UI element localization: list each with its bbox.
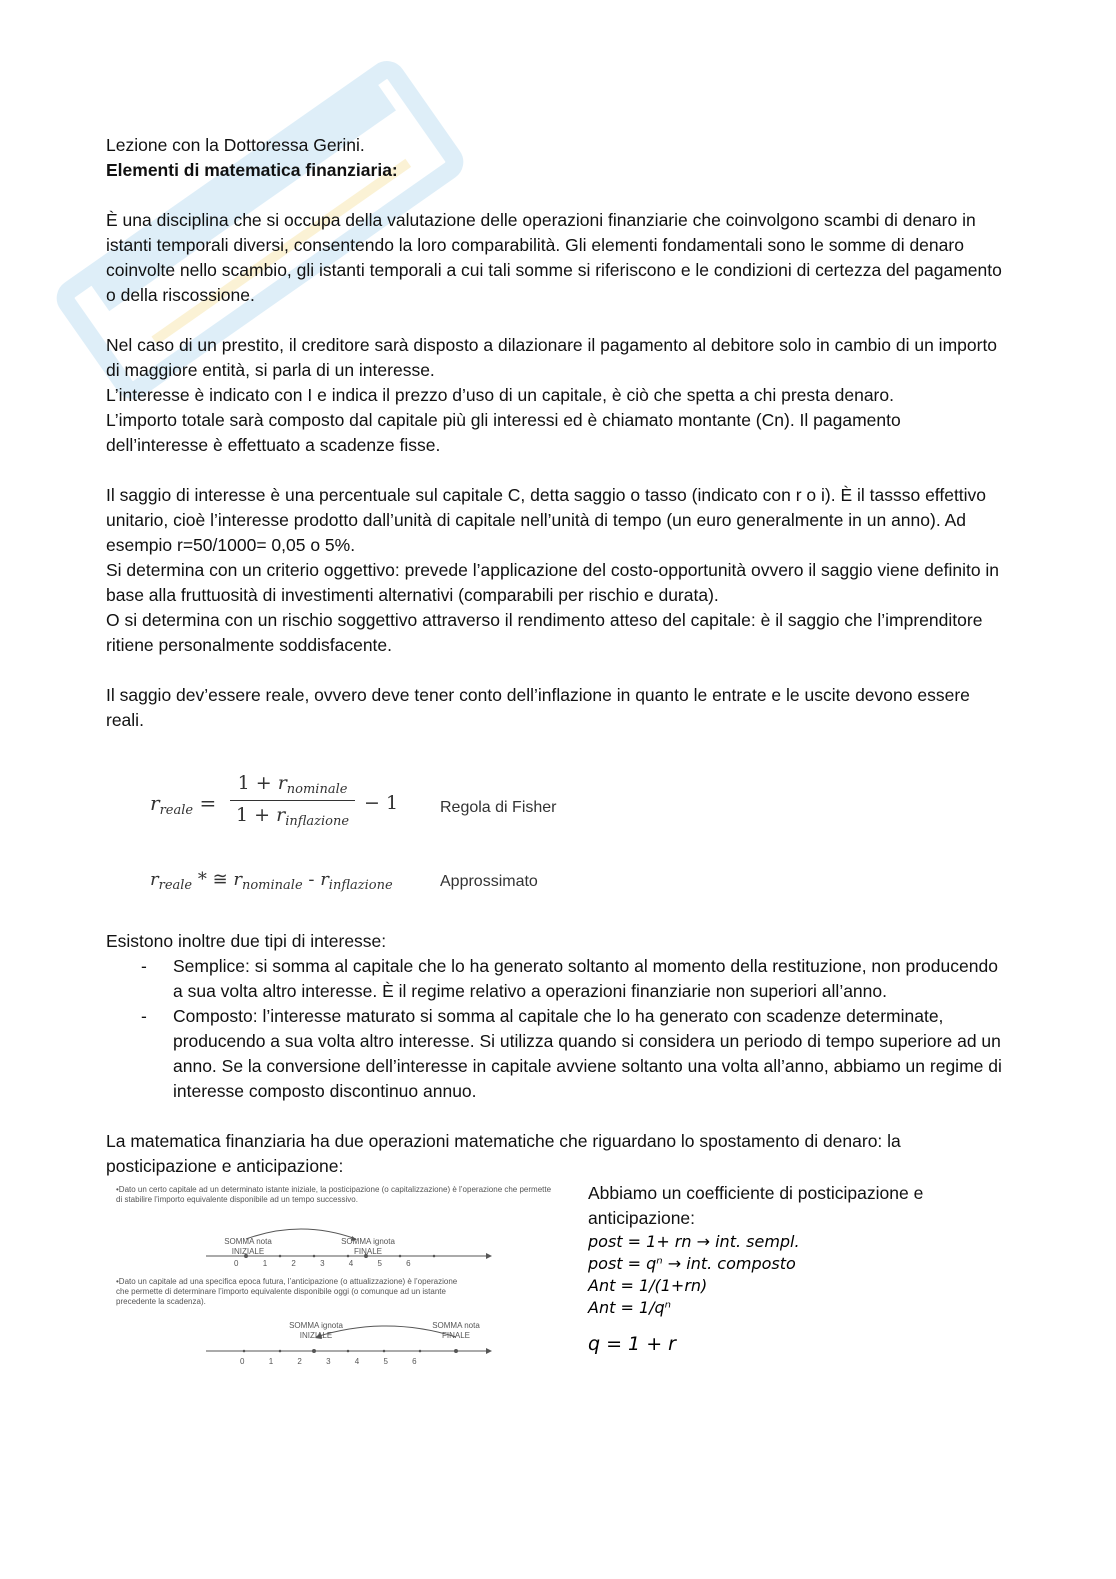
approx-label: Approssimato	[440, 873, 538, 890]
operations-section	[106, 1181, 1006, 1381]
coefficients-intro: Abbiamo un coefficiente di posticipazione e anticipazione:	[588, 1183, 924, 1228]
paragraph-montante: L’importo totale sarà composto dal capitale più gli interessi ed è chiamato montante (Cn). Il pagamento dell’interesse è effettuato a scadenze fisse.	[106, 410, 901, 455]
document-body	[106, 133, 1006, 1381]
fisher-formula: $r_{reale}$ = $1 + r_{nominale}$ $1 + r_{inflazione}$ − 1 Regola di Fisher	[150, 772, 557, 829]
paragraph-rate: Il saggio di interesse è una percentuale sul capitale C, detta saggio o tasso (indicato con r o i). È il tassso effettivo unitario, cioè l’interesse prodotto dall’unità di capitale nell’unità di tempo (un euro generalmente in un anno). Ad esempio r=50/1000= 0,05 o 5%.	[106, 485, 987, 555]
list-item: - Composto: l’interesse maturato si somma al capitale che lo ha generato con scadenze determinate, producendo a sua volta altro interesse. Si utilizza quando si considera un periodo di tempo superiore ad un anno. Se la conversione dell’interesse in capitale avviene soltanto una volta all’anno, abbiamo un regime di interesse composto discontinuo annuo.	[141, 1006, 1002, 1101]
paragraph-types-intro: Esistono inoltre due tipi di interesse:	[106, 931, 387, 951]
paragraph-loan: Nel caso di un prestito, il creditore sarà disposto a dilazionare il pagamento al debitore solo in cambio di un importo di maggiore entità, si parla di un interesse.	[106, 335, 998, 380]
handwritten-formulas: post = 1+ rn → int. sempl. post = qⁿ → int. composto Ant = 1/(1+rn) Ant = 1/qⁿ q = 1 + r	[588, 1232, 800, 1355]
section-title: Elementi di matematica finanziaria:	[106, 160, 398, 180]
interest-types-list	[106, 954, 1006, 1104]
timeline-diagram: •Dato un certo capitale ad un determinato istante iniziale, la posticipazione (o capitalizzazione) è l’operazione che permette di stabilire l’importo equivalente disponibile ad un tempo successivo. SOMMA nota INIZIALE SOMMA ignota FINALE 0 1 2 3 4 5 6 •Dato un capitale ad una specifica epoca futura, l’anticipazione (o attualizzazione) è l’operazione che permette di determinare l’importo equivalente disponibile oggi (o comunque ad un istante precedente la scadenza). SOMMA ignota INIZIALE SOMMA nota FINALE 0 1 2 3 4 5 6	[116, 1185, 552, 1366]
lecture-line: Lezione con la Dottoressa Gerini.	[106, 135, 365, 155]
paragraph-subjective: O si determina con un rischio soggettivo attraverso il rendimento atteso del capitale: è il saggio che l’imprenditore ritiene personalmente soddisfacente.	[106, 610, 983, 655]
paragraph-definition: È una disciplina che si occupa della valutazione delle operazioni finanziarie che coinvolgono scambi di denaro in istanti temporali diversi, consentendo la loro comparabilità. Gli elementi fondamentali sono le somme di denaro coinvolte nello scambio, gli istanti temporali a cui tali somme si riferiscono e le condizioni di certezza del pagamento o della riscossione.	[106, 210, 1002, 305]
list-item: - Semplice: si somma al capitale che lo ha generato soltanto al momento della restituzione, non producendo a sua volta altro interesse. È il regime relativo a operazioni finanziarie non superiori all’anno.	[141, 956, 998, 1001]
coefficients-notes	[588, 1181, 988, 1355]
fisher-label: Regola di Fisher	[440, 799, 557, 816]
paragraph-interest: L’interesse è indicato con I e indica il prezzo d’uso di un capitale, è ciò che spetta a chi presta denaro.	[106, 385, 894, 405]
formula-block	[106, 749, 1006, 929]
approx-formula: $r_{reale}$ * ≅ $r_{nominale} - r_{inflazione}$ Approssimato	[150, 869, 538, 893]
paragraph-objective: Si determina con un criterio oggettivo: prevede l’applicazione del costo-opportunità ovvero il saggio viene definito in base alla fruttuosità di investimenti alternativi (comparabili per rischio e durata).	[106, 560, 1000, 605]
paragraph-operations: La matematica finanziaria ha due operazioni matematiche che riguardano lo spostamento di denaro: la posticipazione e anticipazione:	[106, 1131, 901, 1176]
paragraph-real-rate: Il saggio dev’essere reale, ovvero deve tener conto dell’inflazione in quanto le entrate e le uscite devono essere reali.	[106, 685, 970, 730]
